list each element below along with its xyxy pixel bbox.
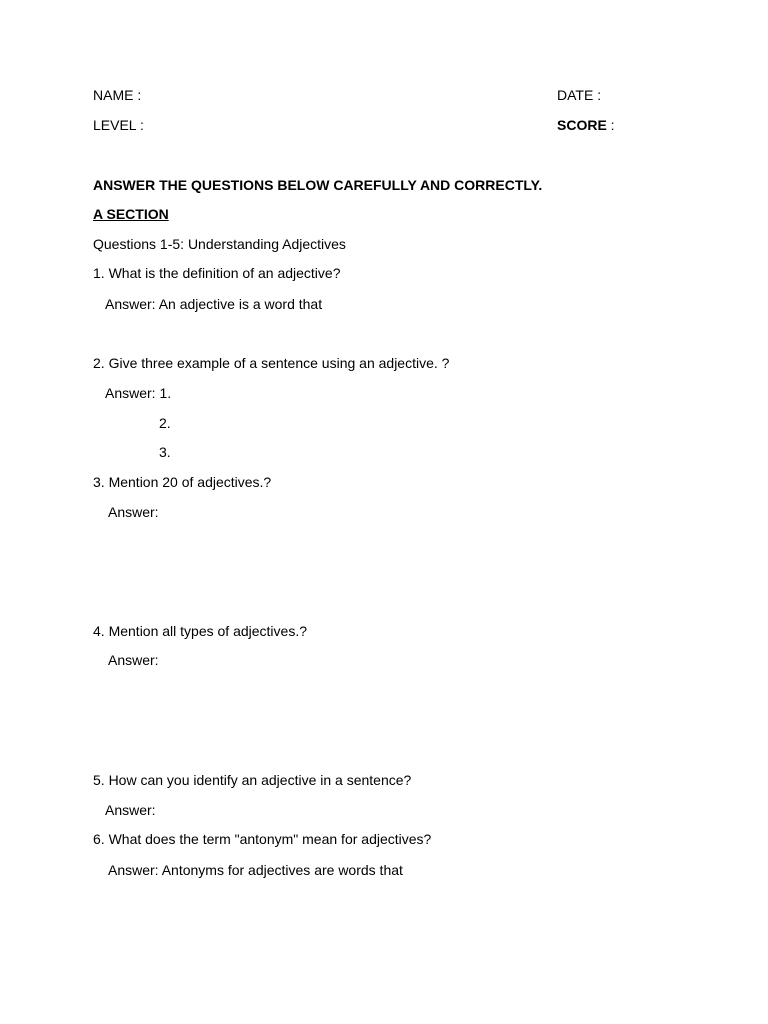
score-colon: : (606, 117, 615, 133)
score-label: SCORE (557, 117, 607, 133)
instructions-heading: ANSWER THE QUESTIONS BELOW CAREFULLY AND CORRECTLY. (93, 177, 543, 193)
answer-2-item-2: 2. (159, 415, 171, 431)
section-subtitle: Questions 1-5: Understanding Adjectives (93, 236, 346, 252)
answer-2-item-3: 3. (159, 444, 171, 460)
section-title: A SECTION (93, 206, 169, 222)
question-5: 5. How can you identify an adjective in a sentence? (93, 772, 412, 788)
level-label: LEVEL : (93, 117, 144, 133)
question-4: 4. Mention all types of adjectives.? (93, 623, 308, 639)
answer-2: Answer: 1. (105, 385, 172, 401)
question-6: 6. What does the term "antonym" mean for adjectives? (93, 831, 432, 847)
answer-1: Answer: An adjective is a word that (105, 296, 323, 312)
answer-4: Answer: (108, 652, 159, 668)
name-label: NAME : (93, 87, 142, 103)
answer-3: Answer: (108, 504, 159, 520)
question-3: 3. Mention 20 of adjectives.? (93, 474, 272, 490)
answer-5: Answer: (105, 802, 156, 818)
question-2: 2. Give three example of a sentence using an adjective. ? (93, 355, 450, 371)
score-line (557, 117, 615, 133)
answer-6: Answer: Antonyms for adjectives are words that (108, 862, 403, 878)
date-label: DATE : (557, 87, 602, 103)
question-1: 1. What is the definition of an adjective? (93, 265, 341, 281)
